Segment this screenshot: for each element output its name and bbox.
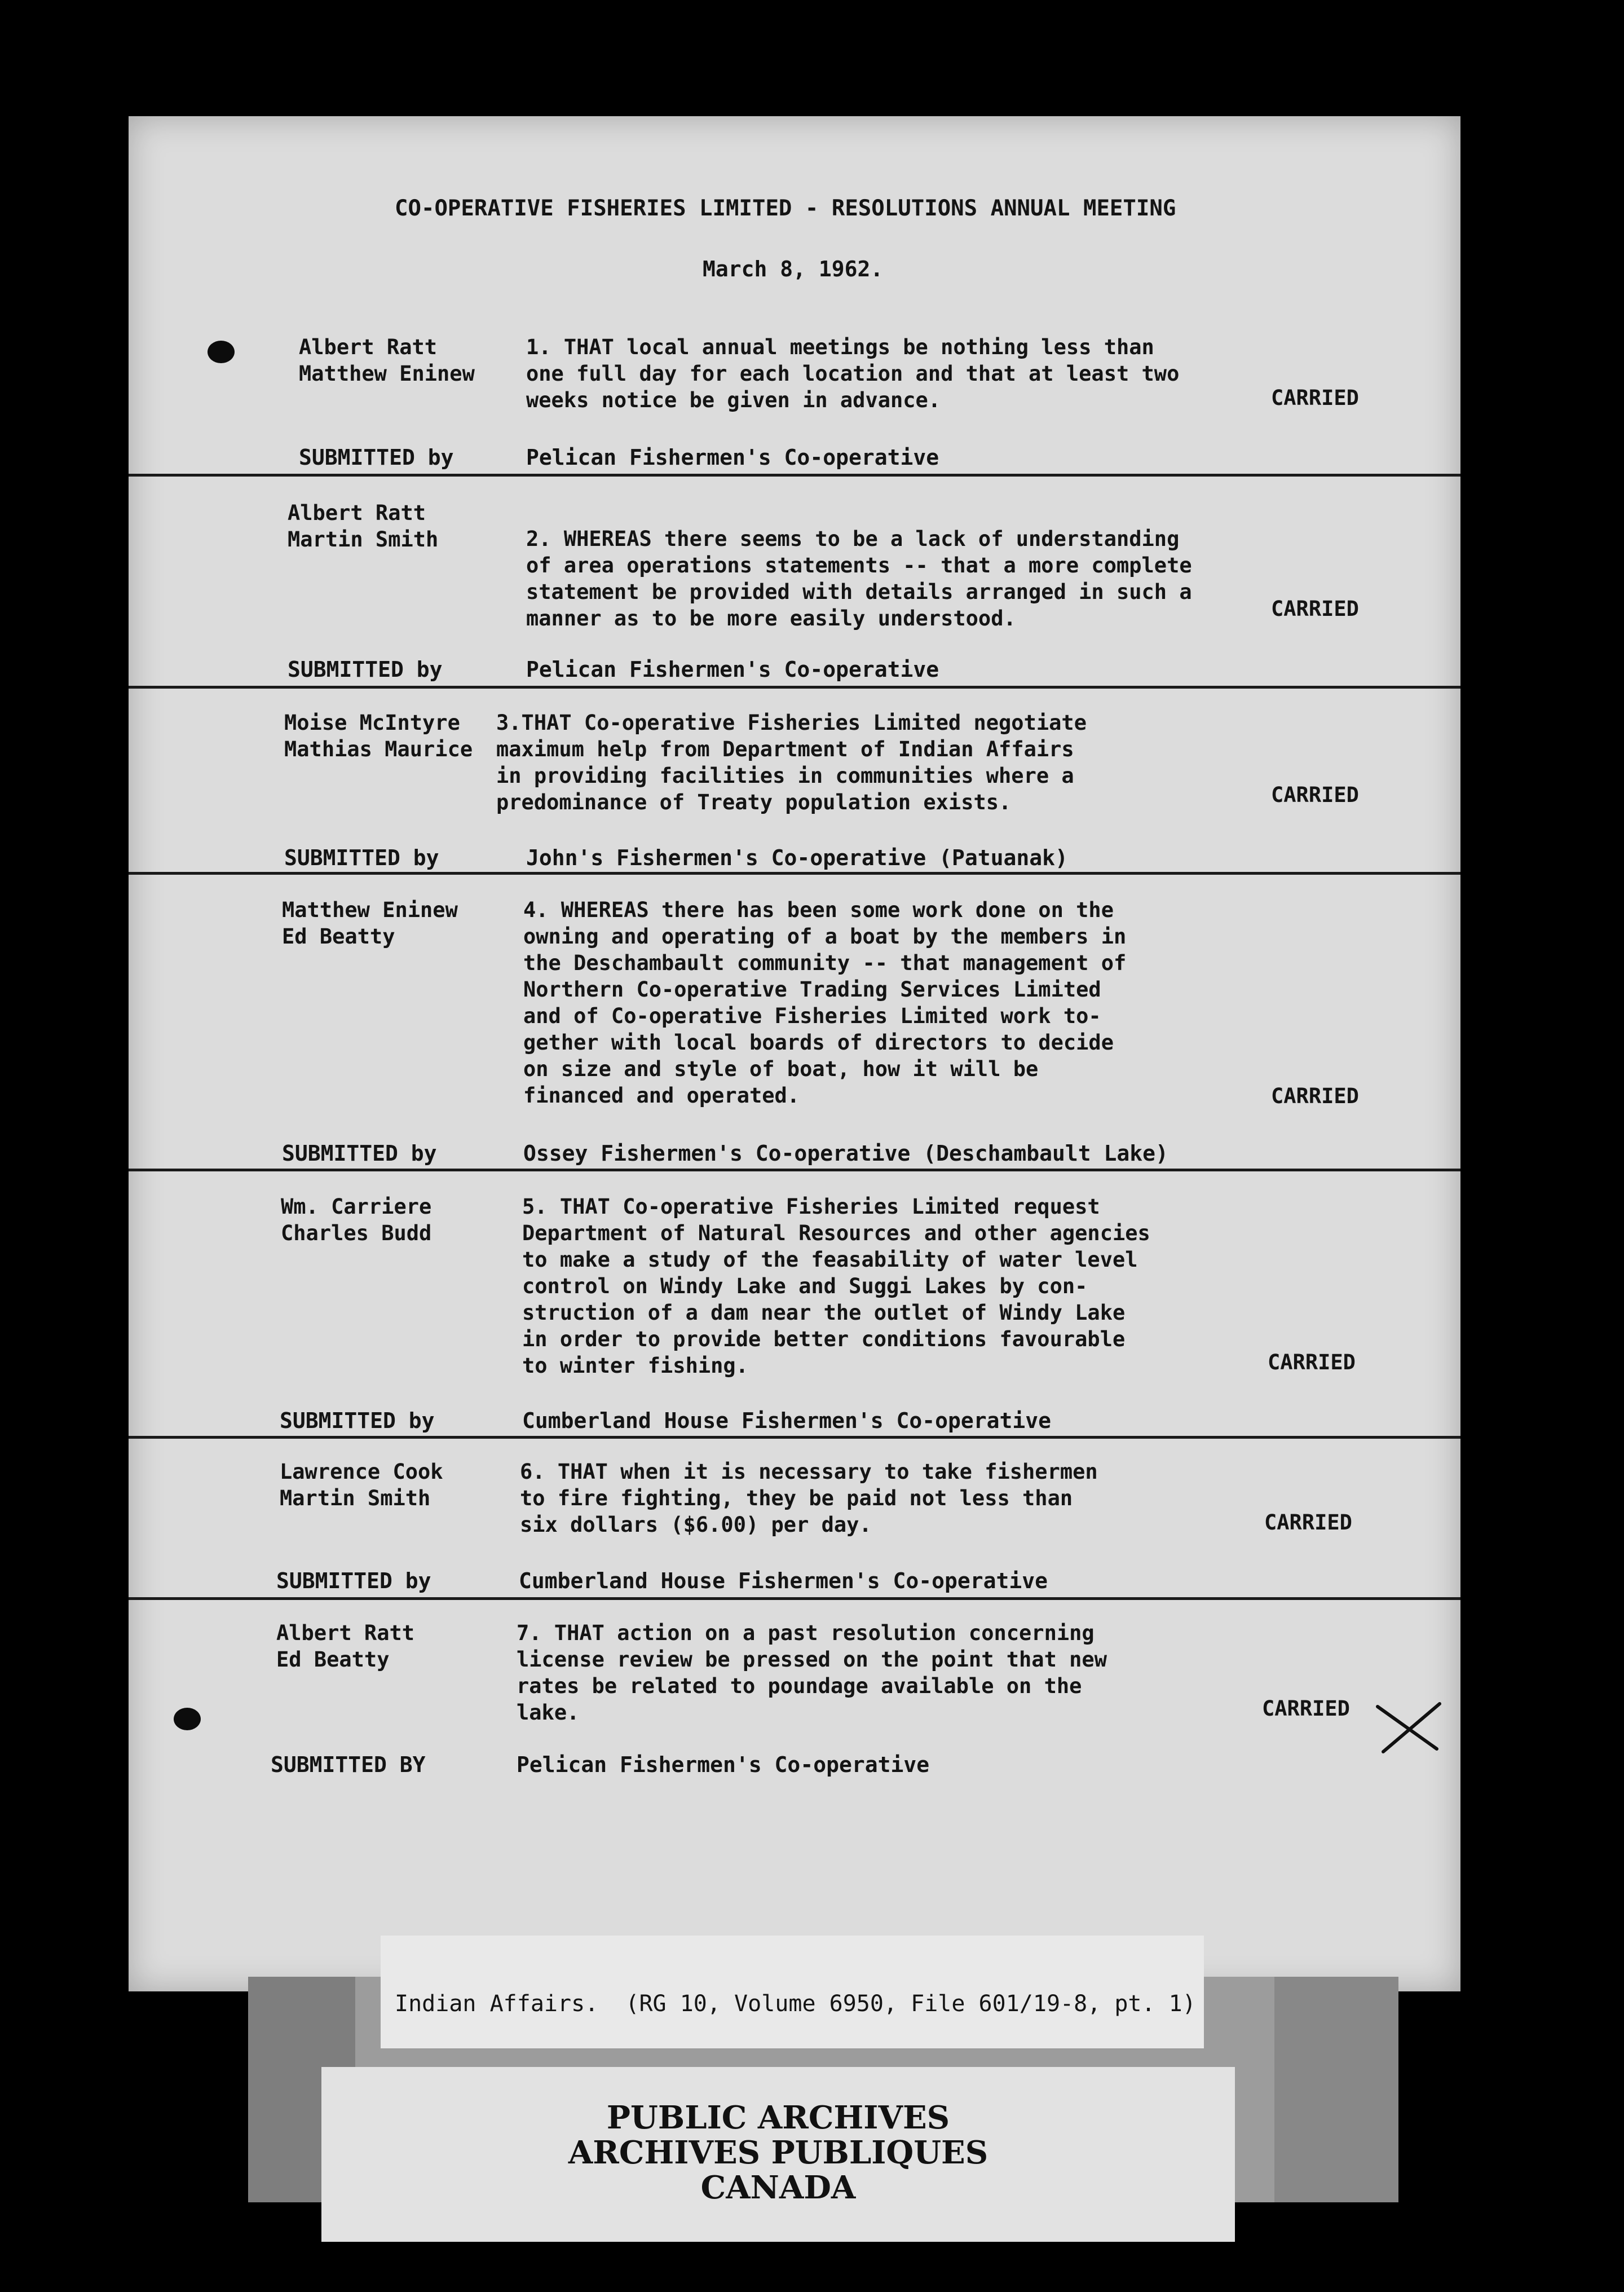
- resolution-2-submitted-by: Pelican Fishermen's Co-operative: [526, 657, 939, 682]
- resolution-3-submitted-by: John's Fishermen's Co-operative (Patuanak): [526, 845, 1068, 870]
- resolution-7-text: 7. THAT action on a past resolution concerning license review be pressed on the point that new rates be related to poundage available on the lake.: [517, 1621, 1107, 1725]
- resolution-2-movers: Albert Ratt Martin Smith: [288, 501, 439, 552]
- file-reference-label: [381, 1936, 1204, 2048]
- resolution-5-text: 5. THAT Co-operative Fisheries Limited request Department of Natural Resources and other agencies to make a study of the feasability of water level control on Windy Lake and Suggi Lakes by con- struction of a dam near the outlet of Windy Lake in order to provide better conditions favourable to winter fishing.: [522, 1195, 1150, 1378]
- punch-hole: [174, 1708, 201, 1730]
- document-page: [129, 116, 1460, 1991]
- resolution-3-movers: Moise McIntyre Mathias Maurice: [284, 711, 473, 761]
- section-divider: [129, 872, 1460, 875]
- document-date: March 8, 1962.: [703, 257, 884, 281]
- resolution-2-status: CARRIED: [1271, 597, 1359, 621]
- resolution-4-submitted-label: SUBMITTED by: [282, 1141, 437, 1166]
- resolution-5-movers: Wm. Carriere Charles Budd: [281, 1195, 432, 1245]
- resolution-6-movers: Lawrence Cook Martin Smith: [280, 1460, 443, 1510]
- resolution-7-submitted-by: Pelican Fishermen's Co-operative: [517, 1752, 930, 1777]
- archive-stamp-line-3: CANADA: [700, 2169, 856, 2206]
- section-divider: [129, 1436, 1460, 1439]
- resolution-4-movers: Matthew Eninew Ed Beatty: [282, 898, 458, 949]
- section-divider: [129, 1597, 1460, 1600]
- resolution-1-status: CARRIED: [1271, 386, 1359, 410]
- archive-stamp: [321, 2067, 1235, 2242]
- punch-hole: [208, 341, 235, 363]
- section-divider: [129, 474, 1460, 477]
- resolution-7-submitted-label: SUBMITTED BY: [271, 1752, 426, 1777]
- resolution-5-submitted-label: SUBMITTED by: [280, 1408, 435, 1433]
- resolution-5-submitted-by: Cumberland House Fishermen's Co-operative: [522, 1408, 1051, 1433]
- document-title: CO-OPERATIVE FISHERIES LIMITED - RESOLUTIONS ANNUAL MEETING: [395, 196, 1176, 221]
- resolution-5-status: CARRIED: [1268, 1350, 1356, 1374]
- file-reference-text: Indian Affairs. (RG 10, Volume 6950, File 601/19-8, pt. 1): [395, 1991, 1196, 2017]
- strip-edge: [1274, 1977, 1398, 2202]
- resolution-6-text: 6. THAT when it is necessary to take fishermen to fire fighting, they be paid not less than six dollars ($6.00) per day.: [520, 1460, 1098, 1537]
- resolution-6-submitted-by: Cumberland House Fishermen's Co-operative: [519, 1568, 1048, 1593]
- resolution-4-status: CARRIED: [1271, 1084, 1359, 1108]
- archive-stamp-line-2: ARCHIVES PUBLIQUES: [568, 2134, 988, 2171]
- resolution-2-submitted-label: SUBMITTED by: [288, 657, 443, 682]
- archive-stamp-line-1: PUBLIC ARCHIVES: [606, 2099, 950, 2136]
- section-divider: [129, 686, 1460, 689]
- handwritten-x-mark: [1366, 1695, 1451, 1757]
- resolution-4-submitted-by: Ossey Fishermen's Co-operative (Deschambault Lake): [523, 1141, 1168, 1166]
- resolution-1-submitted-by: Pelican Fishermen's Co-operative: [526, 445, 939, 470]
- resolution-3-submitted-label: SUBMITTED by: [284, 845, 439, 870]
- resolution-3-status: CARRIED: [1271, 783, 1359, 807]
- resolution-4-text: 4. WHEREAS there has been some work done on the owning and operating of a boat by the members in the Deschambault community -- that management of Northern Co-operative Trading Services Limited and of Co-operative Fisheries Limited work to- gether with local boards of directors to decide on size and style of boat, how it will be financed and operated.: [523, 898, 1127, 1108]
- resolution-1-movers: Albert Ratt Matthew Eninew: [299, 335, 475, 386]
- resolution-7-movers: Albert Ratt Ed Beatty: [276, 1621, 415, 1672]
- resolution-3-text: 3.THAT Co-operative Fisheries Limited negotiate maximum help from Department of Indian Affairs in providing facilities in communities where a predominance of Treaty population exists.: [496, 711, 1087, 814]
- resolution-2-text: 2. WHEREAS there seems to be a lack of understanding of area operations statements -- that a more complete statement be provided with details arranged in such a manner as to be more easily understood.: [526, 527, 1192, 631]
- resolution-6-submitted-label: SUBMITTED by: [276, 1568, 431, 1593]
- resolution-7-status: CARRIED: [1262, 1696, 1350, 1721]
- resolution-1-submitted-label: SUBMITTED by: [299, 445, 454, 470]
- section-divider: [129, 1169, 1460, 1171]
- resolution-6-status: CARRIED: [1264, 1510, 1352, 1535]
- resolution-1-text: 1. THAT local annual meetings be nothing less than one full day for each location and that at least two weeks notice be given in advance.: [526, 335, 1180, 412]
